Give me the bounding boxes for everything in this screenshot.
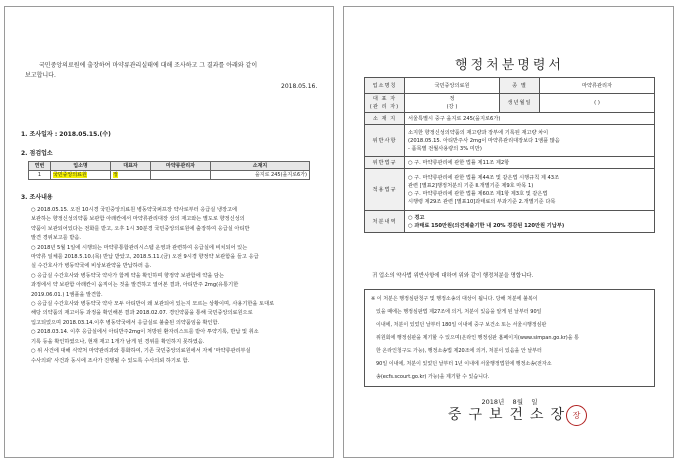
business-label: 업소명칭	[365, 78, 405, 94]
paragraph-line: 보관하는 향정신성의약품 보관함 아래칸에서 마약류관리대장 상의 재고와는 별도로 향정신성의	[31, 216, 245, 223]
applicable-law-value: ○ 구. 마약류관리에 관한 법률 제44조 및 같은법 시행규칙 제 43조 관련 [별표2]행정처분의 기준 Ⅱ.개별기준 제9호 마목 1) ○ 구. 마약류관리에 관한 법률 제60조 제1항 제3호 및 같은법 시행령 제29조 관련 [별표10]과태료의 부과기준 2.개별기준 다목	[405, 169, 655, 211]
header-drug-manager: 마약류관리자	[151, 162, 211, 171]
header-number: 연번	[29, 162, 51, 171]
paragraph-line: ○ 2018.03.14. 이후 응급실에서 아티반주2mg이 처방된 환자리스트를 받아 투약기록, 반납 및 취소	[31, 329, 259, 336]
notice-line: 위원회에 행정심판을 제기할 수 있으며(온라인 행정심판 홈페이지(www.simpan.go.kr)을 통	[376, 335, 579, 341]
order-form-table	[364, 77, 655, 233]
disposal-value: ○ 경고 ○ 과태료 150만원(의견제출기한 내 20% 경감된 120만원 기납부)	[405, 211, 655, 233]
inspection-table-header	[29, 162, 310, 171]
section-inspection-date: 1. 조사일자 : 2018.05.15.(수)	[21, 131, 111, 138]
disposition-order-page	[343, 6, 674, 458]
report-date: 2018.05.16.	[281, 83, 318, 90]
cell-number: 1	[29, 171, 51, 180]
paragraph-line: 수사의뢰' 사건과 동시에 조사가 진행될 수 있도록 수사의뢰 하기로 함.	[31, 357, 190, 364]
header-business-name: 업소명	[51, 162, 111, 171]
intro-line-1: 국민중앙의료원에 출장하여 마약류관리실태에 대해 조사하고 그 결과를 아래와 같이	[39, 62, 258, 69]
paragraph-line: ○ 응급실 수간호사와 병동약국 약사가 함께 약을 확인하며 향정약 보관함에 약을 담는	[31, 272, 225, 279]
business-value: 국민중앙의료원	[405, 78, 500, 94]
form-row-law	[365, 157, 655, 169]
investigation-body	[31, 206, 316, 366]
paragraph-line: 입고되었으며 2018.03.14.이후 병동약국에서 응급실로 불출된 의약품임을 확인함.	[31, 319, 220, 326]
cell-drug-manager	[151, 171, 211, 180]
notice-line: 이내에, 처분이 있었던 날부터 180일 이내에 중구 보건소 또는 서울시행정심판	[376, 322, 547, 328]
form-row-address	[365, 113, 655, 125]
kind-label: 종 별	[500, 78, 540, 94]
form-row-business	[365, 78, 655, 94]
form-row-violation	[365, 125, 655, 157]
official-seal-stamp: 장	[566, 405, 587, 426]
birth-value: ( )	[540, 94, 655, 113]
appeal-notice-box	[364, 289, 655, 387]
representative-value: 정 (강 )	[405, 94, 500, 113]
paragraph-line: ○ 2018년 5월 1일에 시행되는 마약류통합관리시스템 운영과 관련하여 응급실에 비치되어 있는	[31, 244, 248, 251]
address-value: 서울특별시 중구 을지로 245(을지로6가)	[405, 113, 655, 125]
notice-line: 있을 때에는 행정심판법 제27조에 의거, 처분이 있음을 알게 된 날부터 90일	[376, 309, 542, 315]
cell-representative: 정	[111, 171, 151, 180]
cell-address: 을지로 245(을지로6가)	[211, 171, 310, 180]
notice-line: ※ 이 처분은 행정심판청구 및 행정소송의 대상이 됩니다. 당해 처분에 불복이	[371, 296, 538, 302]
paragraph-line: 2019.06.01.) 1앰플을 발견함.	[31, 291, 103, 298]
investigation-report-page	[4, 6, 334, 458]
violation-label: 위반사항	[365, 125, 405, 157]
paragraph-line: 기록 등을 확인하였으나, 현재 재고 1개가 남게 된 경위를 확인하지 못하였음.	[31, 338, 205, 345]
notice-line: 90일 이내에, 처분이 있었던 날부터 1년 이내에 서울행정법원에 행정소송(전자소	[376, 361, 552, 367]
section-investigation-content: 3. 조사내용	[21, 194, 53, 201]
paragraph-line: 과정에서 약 보관함 아래칸이 움직이는 것을 발견하고 열어본 결과, 아티반주 2mg(유통기한	[31, 282, 239, 289]
address-label: 소 재 지	[365, 113, 405, 125]
header-address: 소재지	[211, 162, 310, 171]
disposal-label: 처분내역	[365, 211, 405, 233]
form-row-disposal	[365, 211, 655, 233]
paragraph-line: 실 수간호사가 병동약국에 비상보관약을 반납하러 옴.	[31, 263, 152, 270]
kind-value: 마약류관리자	[540, 78, 655, 94]
paragraph-line: 발견 경위보고를 받음.	[31, 235, 82, 242]
order-title: 행정처분명령서	[455, 58, 564, 73]
paragraph-line: 해당 의약품의 재고이동 과정을 확인해본 결과 2018.02.07. 경인약품을 통해 국민중앙의료원으로	[31, 310, 253, 317]
issuer-name: 중구보건소장	[447, 407, 572, 423]
form-row-representative	[365, 94, 655, 113]
paragraph-line: ○ 2018.05.15. 오전 10시경 국민중앙의료원 병동약국퍼프장 약사로부터 응급실 냉장고에	[31, 207, 238, 213]
birth-label: 생년월일	[500, 94, 540, 113]
notice-line: 한 온라인청구도 가능), 행정소송법 제20조에 의거, 처분이 있음을 안 날부터	[376, 348, 542, 354]
notice-line: 송(ecfs.scourt.go.kr) 가능)을 제기할 수 있습니다.	[376, 374, 490, 380]
inspection-table	[28, 161, 310, 180]
paragraph-line: ○ 위 사건에 대해 식약처 마약관리과와 통화하여, 기존 국민중앙의료원에서 자체 '마약류관리부실	[31, 348, 251, 355]
intro-line-2: 보고합니다.	[25, 72, 56, 79]
paragraph-line: 약품이 보관되어있다는 전화를 받고, 오후 1시 30분경 국민중앙의료원에 출장하여 응급실 아티반	[31, 225, 250, 232]
form-row-applicable-law	[365, 169, 655, 211]
table-row	[29, 171, 310, 180]
header-representative: 대표자	[111, 162, 151, 171]
violation-value: 소지한 향정신성의약품의 재고량과 장부에 기록된 재고량 차이 (2018.05.15. 아티반주사 2mg이 마약류관리대장보다 1앰플 많음 - 품목별 전월사용량의 3% 미만)	[405, 125, 655, 157]
representative-label: 대 표 자 (관 리 자)	[365, 94, 405, 113]
law-label: 위반법규	[365, 157, 405, 169]
paragraph-line: ○ 응급실 수간호사와 병동약국 약사 모두 아티반이 왜 보관되어 있는지 모르는 상황이며, 사용기한을 토대로	[31, 301, 275, 308]
section-inspected-business: 2. 점검업소	[21, 150, 53, 157]
law-value: ○ 구. 마약류관리에 관한 법률 제11조 제2항	[405, 157, 655, 169]
order-date: 2018년 8월 일	[481, 398, 538, 406]
notice-intro: 귀 업소의 약사법 위반사항에 대하여 위와 같이 행정처분을 명합니다.	[372, 273, 534, 279]
applicable-law-label: 적용법규	[365, 169, 405, 211]
cell-business-name: 국민중앙의료원	[51, 171, 111, 180]
paragraph-line: 마약류 일체를 2018.5.10.(목) 반납 받았고, 2018.5.11.(금) 오전 9시경 향정약 보관함을 들고 응급	[31, 254, 259, 261]
